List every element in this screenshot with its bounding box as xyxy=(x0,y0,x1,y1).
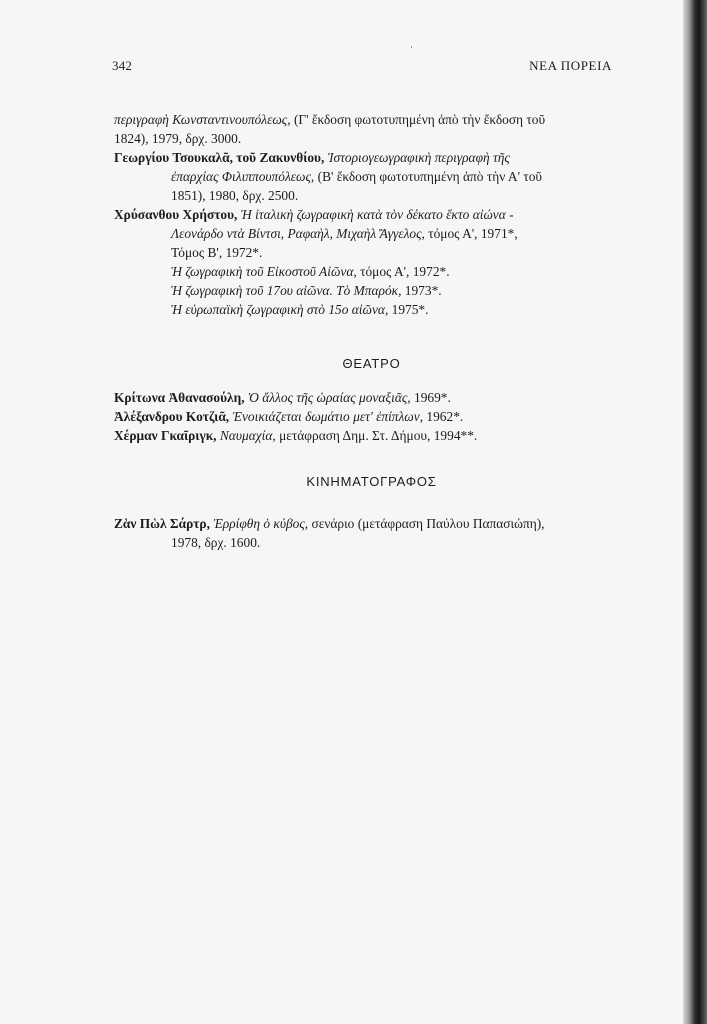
year-note: 1975*. xyxy=(388,302,429,317)
theatre-entries xyxy=(114,388,629,445)
entry-line xyxy=(114,262,629,281)
author-name: Ζὰν Πὼλ Σάρτρ, xyxy=(114,516,210,531)
entry-line xyxy=(114,205,629,224)
book-title: Ἡ ζωγραφικὴ τοῦ Εἰκοστοῦ Αἰῶνα, xyxy=(171,264,357,279)
entry-line: 1851), 1980, δρχ. 2500. xyxy=(171,188,299,203)
volume-note: τόμος Α', 1972*. xyxy=(356,264,450,279)
entry-line xyxy=(114,300,629,319)
bibliography-entry xyxy=(114,388,629,407)
bibliography-entry xyxy=(114,148,629,205)
book-title: Ἡ ζωγραφικὴ τοῦ 17ου αἰῶνα. Τὸ Μπαρόκ, xyxy=(171,283,402,298)
author-name: Χρύσανθου Χρήστου, xyxy=(114,207,238,222)
book-binding-edge xyxy=(683,0,707,1024)
edition-note: (Γ' ἔκδοση φωτοτυπημένη ἀπὸ τὴν ἔκδοση τοῦ xyxy=(290,112,546,127)
year-note: 1962*. xyxy=(423,409,464,424)
edition-note: (Β' ἔκδοση φωτοτυπημένη ἀπὸ τὴν Α' τοῦ xyxy=(314,169,543,184)
author-name: Κρίτωνα Ἀθανασούλη, xyxy=(114,390,245,405)
book-title: Ὁ ἄλλος τῆς ὡραίας μοναξιᾶς, xyxy=(247,390,411,405)
entry-line: Τόμος Β', 1972*. xyxy=(171,245,263,260)
book-title: ἐπαρχίας Φιλιππουπόλεως, xyxy=(171,169,315,184)
continued-entry-line1 xyxy=(114,110,629,129)
book-title: Ἡ εὐρωπαϊκὴ ζωγραφικὴ στὸ 15ο αἰῶνα, xyxy=(171,302,389,317)
volume-note: τόμος Α', 1971*, xyxy=(424,226,518,241)
author-name: Ἀλέξανδρου Κοτζιᾶ, xyxy=(114,409,230,424)
entry-line xyxy=(114,148,629,167)
bibliography-entry xyxy=(114,205,629,319)
entry-line xyxy=(114,167,629,186)
book-title: Ἱστοριογεωγραφικὴ περιγραφὴ τῆς xyxy=(327,150,510,165)
scan-speck xyxy=(411,46,412,48)
author-name: Χέρμαν Γκαῖριγκ, xyxy=(114,428,217,443)
author-name: Γεωργίου Τσουκαλᾶ, τοῦ Ζακυνθίου, xyxy=(114,150,325,165)
bibliography-entry xyxy=(114,426,629,445)
year-note: 1973*. xyxy=(401,283,442,298)
book-title: Λεονάρδο ντὰ Βίντσι, Ραφαὴλ, Μιχαὴλ Ἄγγελος, xyxy=(171,226,425,241)
section-heading-theatre: ΘΕΑΤΡΟ xyxy=(342,356,401,371)
section-heading-cinema: ΚΙΝΗΜΑΤΟΓΡΑΦΟΣ xyxy=(306,474,437,489)
translation-note: μετάφραση Δημ. Στ. Δήμου, 1994**. xyxy=(275,428,478,443)
bibliography-entry xyxy=(114,407,629,426)
bibliography-entry xyxy=(114,514,629,533)
entry-line: 1978, δρχ. 1600. xyxy=(171,535,261,550)
entry-line xyxy=(114,224,629,243)
bibliography-block xyxy=(114,110,629,319)
book-title: περιγραφὴ Κωνσταντινουπόλεως, xyxy=(114,112,291,127)
running-title: ΝΕΑ ΠΟΡΕΙΑ xyxy=(529,58,612,73)
translation-note: σενάριο (μετάφραση Παύλου Παπασιώπη), xyxy=(308,516,545,531)
book-title: Ἐνοικιάζεται δωμάτιο μετ' ἐπίπλων, xyxy=(232,409,424,424)
page-number: 342 xyxy=(112,58,133,73)
book-title: Ἐρρίφθη ὁ κύβος, xyxy=(213,516,309,531)
year-note: 1969*. xyxy=(410,390,451,405)
cinema-entries xyxy=(114,514,629,552)
entry-line xyxy=(114,281,629,300)
continued-entry-line2: 1824), 1979, δρχ. 3000. xyxy=(114,131,242,146)
book-title: Ἡ ἰταλικὴ ζωγραφικὴ κατὰ τὸν δέκατο ἕκτο αἰώνα - xyxy=(240,207,514,222)
book-title: Ναυμαχία, xyxy=(219,428,276,443)
